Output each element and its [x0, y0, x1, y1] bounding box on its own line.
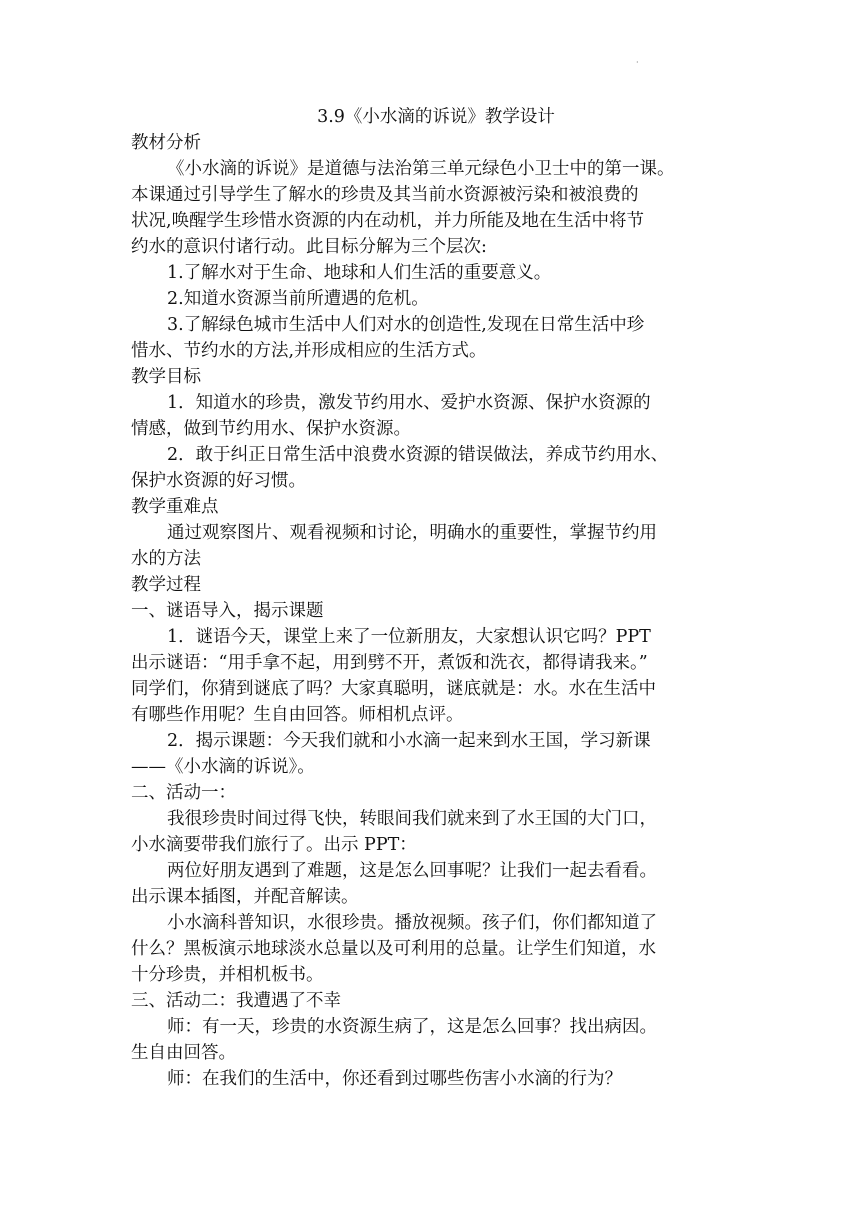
text-line: 十分珍贵，并相机板书。 [131, 965, 324, 985]
paragraph [131, 1014, 741, 1066]
paragraph [131, 624, 741, 728]
paragraph [131, 286, 741, 312]
text-line: 生自由回答。 [131, 1043, 236, 1063]
text-line: 出示谜语：“用手拿不起，用到劈不开，煮饭和洗衣，都得请我来。” [131, 653, 648, 673]
page-corner-mark: · [636, 58, 639, 67]
paragraph [131, 728, 741, 780]
paragraph [131, 910, 741, 988]
subsection-heading-part2: 二、活动一： [131, 783, 236, 803]
text-line: 状况,唤醒学生珍惜水资源的内在动机，并力所能及地在生活中将节 [131, 211, 645, 231]
text-line: 2．揭示课题：今天我们就和小水滴一起来到水王国，学习新课 [167, 731, 651, 751]
text-line: 保护水资源的好习惯。 [131, 471, 306, 491]
text-line: 师：在我们的生活中，你还看到过哪些伤害小水滴的行为？ [167, 1069, 622, 1089]
document-title: 3.9《小水滴的诉说》教学设计 [317, 107, 555, 127]
text-line: 小水滴科普知识，水很珍贵。播放视频。孩子们，你们都知道了 [167, 913, 657, 933]
paragraph [131, 858, 741, 910]
text-line: 《小水滴的诉说》是道德与法治第三单元绿色小卫士中的第一课。 [167, 159, 675, 179]
text-line: 小水滴要带我们旅行了。出示 PPT： [131, 835, 417, 855]
text-line: 情感，做到节约用水、保护水资源。 [131, 419, 411, 439]
text-line: 通过观察图片、观看视频和讨论，明确水的重要性，掌握节约用 [167, 523, 657, 543]
text-line: 我很珍贵时间过得飞快，转眼间我们就来到了水王国的大门口， [167, 809, 657, 829]
document-page [131, 104, 741, 1092]
text-line: 1.了解水对于生命、地球和人们生活的重要意义。 [167, 263, 552, 283]
text-line: 3.了解绿色城市生活中人们对水的创造性,发现在日常生活中珍 [167, 315, 645, 335]
text-line: ——《小水滴的诉说》。 [131, 757, 315, 777]
section-heading-process: 教学过程 [131, 575, 201, 595]
paragraph [131, 1066, 741, 1092]
section-heading-keypoints: 教学重难点 [131, 497, 219, 517]
text-line: 师：有一天，珍贵的水资源生病了，这是怎么回事？找出病因。 [167, 1017, 657, 1037]
text-line: 惜水、节约水的方法,并形成相应的生活方式。 [131, 341, 487, 361]
paragraph [131, 520, 741, 572]
paragraph [131, 442, 741, 494]
text-line: 2．敢于纠正日常生活中浪费水资源的错误做法，养成节约用水、 [167, 445, 669, 465]
text-line: 同学们，你猜到谜底了吗？大家真聪明，谜底就是：水。水在生活中 [131, 679, 656, 699]
text-line: 水的方法 [131, 549, 201, 569]
paragraph [131, 312, 741, 364]
text-line: 本课通过引导学生了解水的珍贵及其当前水资源被污染和被浪费的 [131, 185, 639, 205]
text-line: 什么？黑板演示地球淡水总量以及可利用的总量。让学生们知道，水 [131, 939, 656, 959]
paragraph [131, 806, 741, 858]
text-line: 出示课本插图，并配音解读。 [131, 887, 359, 907]
text-line: 有哪些作用呢？生自由回答。师相机点评。 [131, 705, 464, 725]
paragraph [131, 156, 741, 260]
subsection-heading-part1: 一、谜语导入，揭示课题 [131, 601, 324, 621]
paragraph [131, 260, 741, 286]
text-line: 1．谜语今天，课堂上来了一位新朋友，大家想认识它吗？PPT [167, 627, 651, 647]
text-line: 1．知道水的珍贵，激发节约用水、爱护水资源、保护水资源的 [167, 393, 651, 413]
text-line: 两位好朋友遇到了难题，这是怎么回事呢？让我们一起去看看。 [167, 861, 657, 881]
section-heading-analysis: 教材分析 [131, 133, 201, 153]
section-heading-goals: 教学目标 [131, 367, 201, 387]
subsection-heading-part3: 三、活动二：我遭遇了不幸 [131, 991, 341, 1011]
text-line: 2.知道水资源当前所遭遇的危机。 [167, 289, 429, 309]
paragraph [131, 390, 741, 442]
text-line: 约水的意识付诸行动。此目标分解为三个层次: [131, 237, 487, 257]
